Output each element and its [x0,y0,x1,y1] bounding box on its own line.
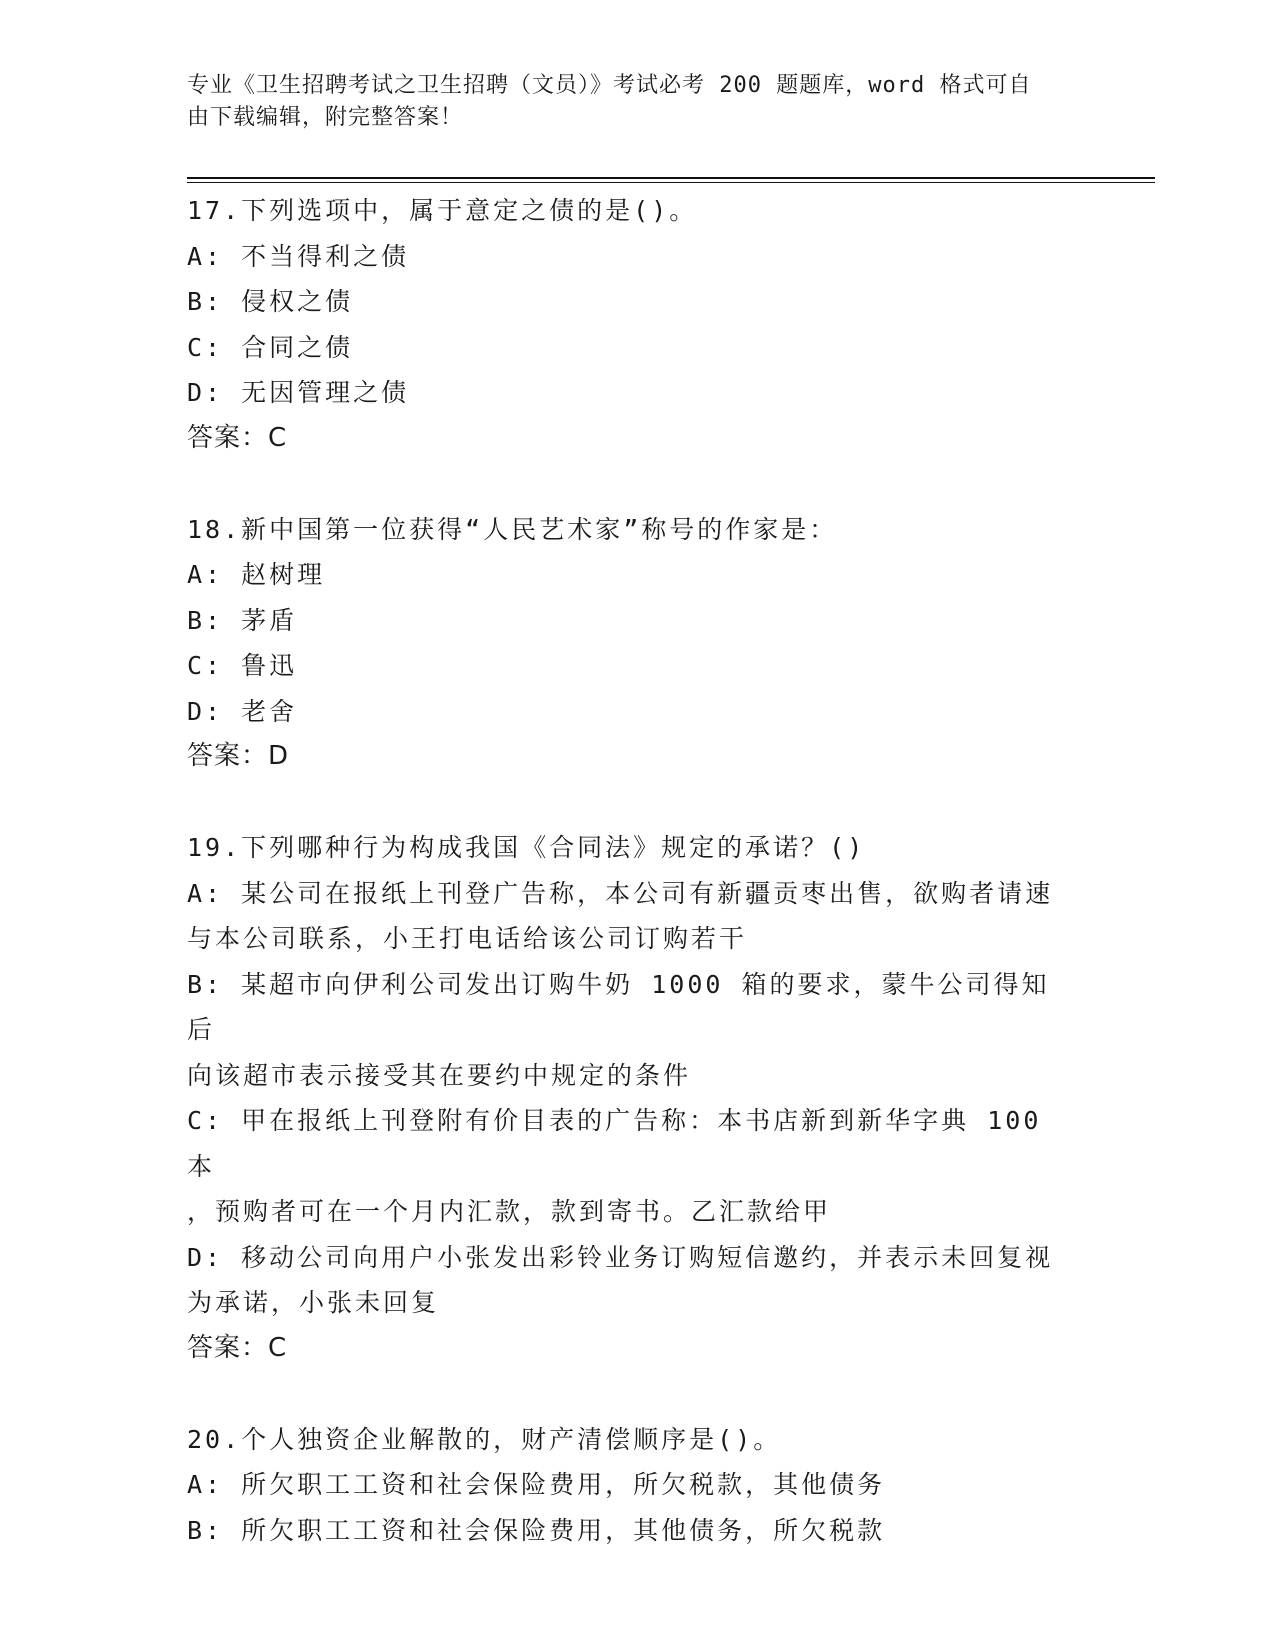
option-b-continuation: 向该超市表示接受其在要约中规定的条件 [187,1060,692,1090]
option-c-continuation: ，预购者可在一个月内汇款，款到寄书。乙汇款给甲 [187,1197,832,1226]
option-a [187,552,1077,598]
option-text: 所欠职工工资和社会保险费用，所欠税款，其他债务 [241,1470,886,1499]
answer-line: 答案：C [187,1332,288,1363]
option-label: D: [187,1242,224,1272]
option-a [187,1462,1077,1508]
option-b [187,279,1077,325]
spacer [187,1371,1077,1417]
option-b [187,598,1077,644]
question-stem: 18.新中国第一位获得“人民艺术家”称号的作家是： [187,514,838,544]
option-text: 鲁迅 [241,651,298,680]
option-text: 某公司在报纸上刊登广告称，本公司有新疆贡枣出售，欲购者请速 [241,878,1054,908]
option-label: D: [187,378,224,407]
option-label: A: [187,1470,224,1499]
option-b [187,962,1077,1053]
option-c [187,1098,1077,1189]
option-c [187,643,1077,689]
option-text: 某超市向伊利公司发出订购牛奶 1000 箱的要求，蒙牛公司得知后 [187,969,1050,1044]
option-label: A: [187,878,224,908]
option-text: 无因管理之债 [241,378,410,407]
option-label: C: [187,332,224,362]
option-text: 赵树理 [241,560,326,589]
question-18 [187,507,1077,780]
option-label: C: [187,1106,224,1135]
question-stem: 17.下列选项中，属于意定之债的是()。 [187,196,698,225]
option-c [187,325,1077,371]
option-d [187,370,1077,416]
question-19 [187,825,1077,1371]
option-text: 侵权之债 [241,287,354,316]
question-list [187,188,1077,1553]
option-b [187,1508,1077,1554]
header-divider-thick [187,177,1155,179]
option-d-continuation: 为承诺，小张未回复 [187,1288,440,1317]
option-a [187,871,1077,917]
question-stem: 20.个人独资企业解散的，财产清偿顺序是()。 [187,1424,782,1454]
question-stem: 19.下列哪种行为构成我国《合同法》规定的承诺？() [187,833,866,862]
option-a [187,234,1077,280]
option-text: 所欠职工工资和社会保险费用，其他债务，所欠税款 [241,1515,886,1545]
option-label: B: [187,969,224,999]
option-text: 移动公司向用户小张发出彩铃业务订购短信邀约，并表示未回复视 [241,1242,1054,1272]
header-line-2: 由下载编辑，附完整答案！ [187,105,464,130]
answer-line: 答案：D [187,741,290,771]
option-text: 老舍 [241,696,298,726]
option-label: A: [187,241,224,271]
option-label: B: [187,287,224,316]
option-label: A: [187,560,224,589]
option-label: C: [187,651,224,680]
option-d [187,689,1077,735]
spacer [187,780,1077,826]
option-d [187,1235,1077,1281]
header-line-1: 专业《卫生招聘考试之卫生招聘（文员）》考试必考 200 题题库，word 格式可自 [187,73,1032,98]
option-label: D: [187,696,224,726]
question-20 [187,1417,1077,1554]
document-header [187,70,1067,134]
spacer [187,461,1077,507]
header-divider-thin [187,182,1155,183]
option-label: B: [187,1515,224,1545]
option-text: 合同之债 [241,332,354,362]
option-text: 不当得利之债 [241,241,410,271]
question-17 [187,188,1077,461]
option-label: B: [187,605,224,635]
answer-line: 答案：C [187,422,288,453]
option-a-continuation: 与本公司联系，小王打电话给该公司订购若干 [187,924,748,953]
option-text: 茅盾 [241,605,298,635]
option-text: 甲在报纸上刊登附有价目表的广告称：本书店新到新华字典 100 本 [187,1106,1060,1181]
